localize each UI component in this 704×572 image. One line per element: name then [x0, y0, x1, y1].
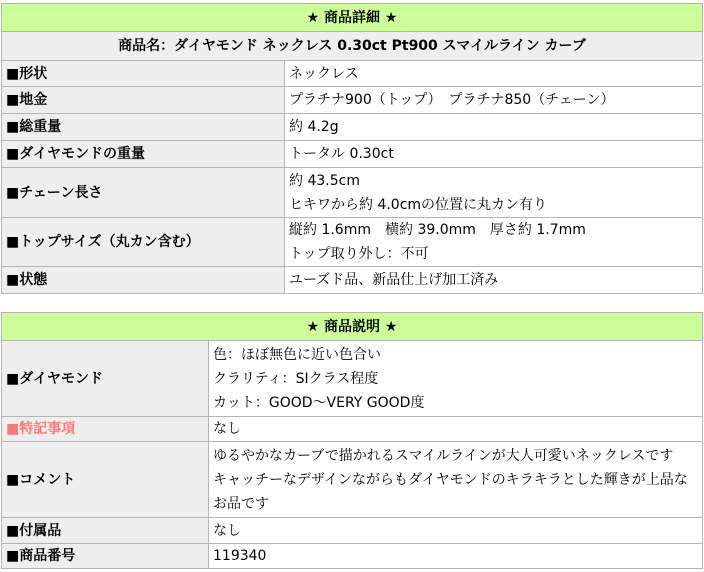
detail-value: トータル 0.30ct	[285, 141, 703, 168]
detail-value-line: 約 43.5cm	[289, 172, 360, 189]
description-value-line: クラリティ：SIクラス程度	[213, 370, 379, 387]
details-header: ★ 商品詳細 ★	[2, 4, 703, 32]
detail-label: ■トップサイズ（丸カン含む）	[2, 218, 285, 267]
description-value: なし	[209, 417, 703, 442]
description-row-diamond	[2, 341, 703, 417]
description-value-line: 色：ほぼ無色に近い色合い	[213, 346, 381, 363]
description-label: ■特記事項	[2, 417, 209, 442]
detail-label: ■チェーン長さ	[2, 168, 285, 218]
description-value	[209, 442, 703, 518]
description-row-product-number	[2, 544, 703, 569]
detail-row-diamond-weight	[2, 141, 703, 168]
description-header: ★ 商品説明 ★	[2, 313, 703, 341]
description-row-notes	[2, 417, 703, 442]
detail-row-shape	[2, 61, 703, 87]
detail-row-chain-length	[2, 168, 703, 218]
detail-row-metal	[2, 87, 703, 114]
detail-value: プラチナ900（トップ） プラチナ850（チェーン）	[285, 87, 703, 114]
detail-label: ■総重量	[2, 114, 285, 141]
description-value: 119340	[209, 544, 703, 569]
detail-value: 約 4.2g	[285, 114, 703, 141]
detail-value-line: ヒキワから約 4.0cmの位置に丸カン有り	[289, 196, 548, 213]
description-value	[209, 341, 703, 417]
description-value-line: お品です	[213, 495, 269, 512]
description-label: ■付属品	[2, 518, 209, 544]
description-value-line: ゆるやかなカーブで描かれるスマイルラインが大人可愛いネックレスです	[213, 447, 674, 464]
description-value: なし	[209, 518, 703, 544]
detail-value: ネックレス	[285, 61, 703, 87]
description-row-comment	[2, 442, 703, 518]
detail-value	[285, 168, 703, 218]
details-table	[1, 3, 703, 294]
description-label: ■コメント	[2, 442, 209, 518]
description-row-accessories	[2, 518, 703, 544]
detail-row-top-size	[2, 218, 703, 267]
detail-value: ユーズド品、新品仕上げ加工済み	[285, 267, 703, 294]
detail-value-line: トップ取り外し：不可	[289, 246, 429, 262]
detail-label: ■形状	[2, 61, 285, 87]
description-value-line: カット：GOOD～VERY GOOD度	[213, 394, 425, 411]
description-table	[1, 312, 703, 569]
detail-label: ■ダイヤモンドの重量	[2, 141, 285, 168]
description-label: ■ダイヤモンド	[2, 341, 209, 417]
detail-row-condition	[2, 267, 703, 294]
description-label: ■商品番号	[2, 544, 209, 569]
detail-label: ■状態	[2, 267, 285, 294]
detail-value	[285, 218, 703, 267]
detail-row-total-weight	[2, 114, 703, 141]
product-name: 商品名：ダイヤモンド ネックレス 0.30ct Pt900 スマイルライン カーブ	[2, 32, 703, 61]
description-value-line: キャッチーなデザインながらもダイヤモンドのキラキラとした輝きが上品な	[213, 471, 688, 488]
detail-label: ■地金	[2, 87, 285, 114]
detail-value-line: 縦約 1.6mm 横約 39.0mm 厚さ約 1.7mm	[289, 222, 586, 238]
